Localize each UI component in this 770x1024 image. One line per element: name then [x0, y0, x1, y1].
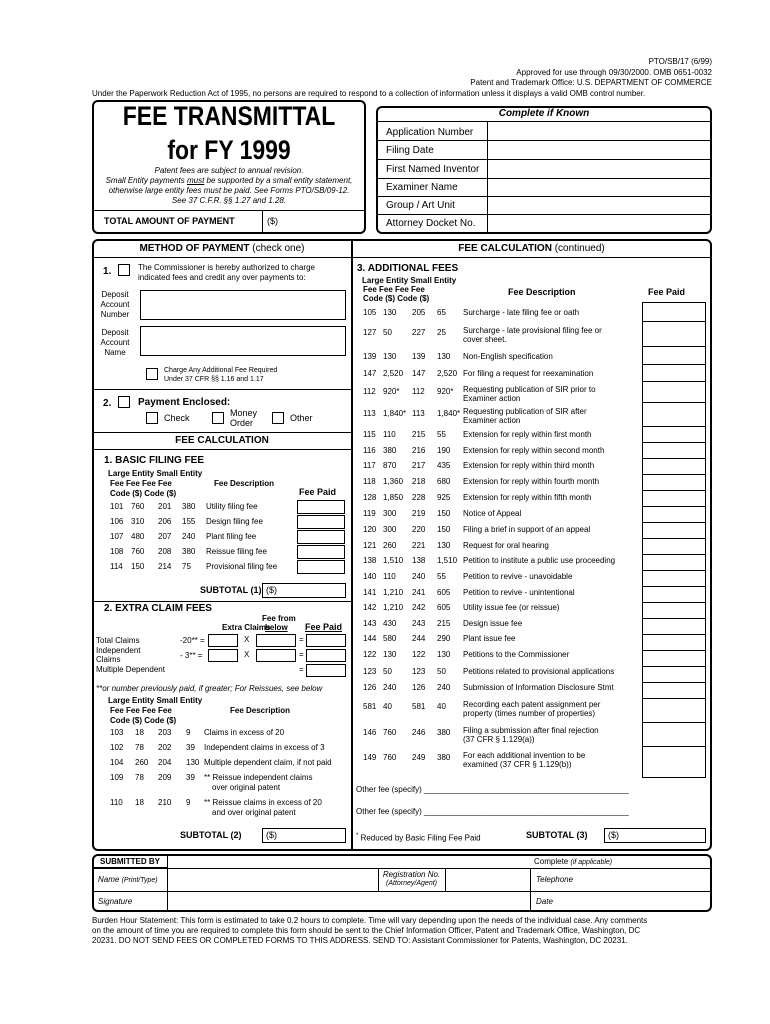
additional-sc: 218	[412, 477, 426, 486]
additional-sc: 147	[412, 369, 426, 378]
basic-sf: 75	[182, 562, 191, 571]
extra-lf: 18	[135, 798, 144, 807]
attorney-docket-input[interactable]	[489, 216, 709, 232]
additional-lc: 127	[363, 328, 377, 337]
basic-sf: 155	[182, 517, 196, 526]
additional-lf: 1,850	[383, 493, 404, 502]
additional-fee-description: Petition to revive - unintentional	[463, 588, 575, 597]
additional-fee-description: Design issue fee	[463, 619, 523, 628]
additional-lf: 110	[383, 430, 396, 439]
basic-fee-paid-input[interactable]	[297, 500, 345, 514]
additional-fee-paid-input[interactable]	[643, 523, 705, 538]
complete-if-known-title: Complete if Known	[498, 108, 590, 119]
additional-sf: 55	[437, 572, 446, 581]
total-amount-label: TOTAL AMOUNT OF PAYMENT	[104, 216, 235, 226]
additional-sf: 150	[437, 509, 451, 518]
name-input[interactable]	[169, 870, 377, 890]
additional-sf: 920*	[437, 387, 454, 396]
title-note-4: See 37 C.F.R. §§ 1.27 and 1.28.	[171, 196, 287, 205]
additional-sf: 2,520	[437, 369, 458, 378]
additional-fee-paid-input[interactable]	[643, 322, 705, 346]
additional-sc: 217	[412, 461, 426, 470]
additional-lf: 430	[383, 619, 397, 628]
additional-sf: 925	[437, 493, 451, 502]
additional-sc: 241	[412, 588, 426, 597]
extra-lf: 78	[135, 743, 144, 752]
additional-lc: 142	[363, 603, 377, 612]
examiner-name-input[interactable]	[489, 180, 709, 195]
extra-fee-description: ** Reissue independent claims	[204, 773, 313, 782]
total-amount-field[interactable]: ($)	[267, 216, 278, 226]
other-fee-2[interactable]: Other fee (specify) ______________________________________________	[356, 807, 629, 816]
additional-lc: 138	[363, 556, 377, 565]
additional-sc: 215	[412, 430, 426, 439]
basic-fee-paid-input[interactable]	[297, 545, 345, 559]
additional-fee-description: Petition to revive - unavoidable	[463, 572, 573, 581]
additional-lc: 120	[363, 525, 377, 534]
additional-lf: 130	[383, 650, 397, 659]
additional-sf: 290	[437, 634, 451, 643]
additional-sc: 228	[412, 493, 426, 502]
additional-lc: 105	[363, 308, 377, 317]
extra-fee-description: Claims in excess of 20	[204, 728, 285, 737]
application-number-input[interactable]	[489, 123, 709, 139]
extra-indep-fee-input[interactable]	[256, 649, 296, 662]
subtotal-1-field[interactable]: ($)	[262, 583, 346, 598]
additional-fee-description-2: Examiner action	[463, 416, 521, 425]
additional-lf: 760	[383, 728, 397, 737]
basic-sc: 201	[158, 502, 172, 511]
extra-claim-fees-title: 2. EXTRA CLAIM FEES	[104, 603, 212, 614]
additional-lc: 128	[363, 493, 377, 502]
extra-lc: 102	[110, 743, 124, 752]
additional-fee-paid-input[interactable]	[643, 475, 705, 490]
date-label: Date	[536, 897, 553, 906]
additional-fee-paid-input[interactable]	[643, 491, 705, 506]
additional-lf: 1,210	[383, 603, 404, 612]
additional-fee-paid-input[interactable]	[643, 382, 705, 402]
basic-lf: 480	[131, 532, 145, 541]
extra-total-fee-input[interactable]	[256, 634, 296, 647]
additional-sc: 112	[412, 387, 425, 396]
extra-fee-description-2: over original patent	[212, 783, 281, 792]
additional-sc: 246	[412, 728, 426, 737]
additional-lc: 123	[363, 667, 377, 676]
basic-fee-paid-input[interactable]	[297, 530, 345, 544]
additional-sf: 130	[437, 352, 451, 361]
basic-lc: 114	[110, 562, 123, 571]
group-art-unit-label: Group / Art Unit	[386, 200, 455, 211]
money-order-checkbox[interactable]	[212, 412, 224, 424]
basic-lf: 310	[131, 517, 145, 526]
additional-fee-description: For each additional invention to be	[463, 751, 586, 760]
additional-lc: 144	[363, 634, 377, 643]
extra-lf: 260	[135, 758, 149, 767]
registration-input[interactable]	[447, 870, 529, 890]
additional-fee-paid-input[interactable]	[643, 635, 705, 650]
extra-total-claims-input[interactable]	[208, 634, 238, 647]
additional-lc: 140	[363, 572, 377, 581]
additional-fee-paid-input[interactable]	[643, 427, 705, 442]
additional-sf: 190	[437, 446, 451, 455]
basic-sc: 214	[158, 562, 172, 571]
filing-date-label: Filing Date	[386, 145, 434, 156]
basic-lf: 150	[131, 562, 145, 571]
additional-sf: 380	[437, 728, 451, 737]
attorney-docket-label: Attorney Docket No.	[386, 218, 476, 229]
additional-lc: 581	[363, 702, 377, 711]
additional-sf: 215	[437, 619, 451, 628]
check-checkbox[interactable]	[146, 412, 158, 424]
additional-sc: 219	[412, 509, 426, 518]
additional-fee-description: Notice of Appeal	[463, 509, 522, 518]
title-note-3: otherwise large entity fees must be paid. See Forms PTO/SB/09-12.	[108, 186, 350, 195]
additional-sc: 243	[412, 619, 426, 628]
additional-lc: 139	[363, 352, 377, 361]
additional-lf: 110	[383, 572, 396, 581]
additional-lc: 116	[363, 446, 376, 455]
submitted-by-title: SUBMITTED BY	[100, 857, 160, 866]
burden-line-1: Burden Hour Statement: This form is estimated to take 0.2 hours to complete. Time will vary depending upon the needs of the individual case. Any comments	[92, 916, 648, 925]
basic-sc: 208	[158, 547, 172, 556]
title-note-2: Small Entity payments must be supported by a small entity statement,	[105, 176, 353, 185]
additional-fee-paid-input[interactable]	[643, 619, 705, 634]
additional-lf: 1,210	[383, 588, 404, 597]
additional-fee-description-2: Examiner action	[463, 394, 521, 403]
additional-lf: 580	[383, 634, 397, 643]
additional-fee-paid-input[interactable]	[643, 403, 705, 426]
additional-fee-description: Utility issue fee (or reissue)	[463, 603, 560, 612]
fee-calculation-continued-title: FEE CALCULATION (continued)	[458, 243, 605, 254]
telephone-label: Telephone	[536, 875, 574, 884]
additional-fee-description: Petitions to the Commissioner	[463, 650, 570, 659]
additional-lc: 141	[363, 588, 377, 597]
additional-lc: 146	[363, 728, 377, 737]
additional-lc: 143	[363, 619, 377, 628]
deposit-account-name-input[interactable]	[140, 326, 346, 356]
additional-lc: 115	[363, 430, 376, 439]
additional-lc: 112	[363, 387, 376, 396]
first-named-inventor-label: First Named Inventor	[386, 164, 480, 175]
additional-lc: 119	[363, 509, 376, 518]
extra-sf: 9	[186, 728, 191, 737]
form-year: for FY 1999	[167, 135, 291, 165]
basic-sf: 380	[182, 547, 196, 556]
basic-fee-description: Plant filing fee	[206, 532, 257, 541]
signature-input[interactable]	[169, 893, 529, 910]
basic-lc: 107	[110, 532, 124, 541]
additional-sf: 380	[437, 753, 451, 762]
extra-indep-claims-input[interactable]	[208, 649, 238, 662]
basic-fee-paid-input[interactable]	[297, 560, 345, 574]
basic-filing-fee-title: 1. BASIC FILING FEE	[104, 455, 205, 466]
extra-sc: 210	[158, 798, 172, 807]
name-label: Name (Print/Type)	[98, 875, 158, 884]
signature-label: Signature	[98, 897, 133, 906]
extra-lf: 18	[135, 728, 144, 737]
additional-sc: 244	[412, 634, 426, 643]
reduced-note: * Reduced by Basic Filing Fee Paid	[356, 833, 481, 843]
additional-fee-description: Submission of Information Disclosure Stmt	[463, 683, 614, 692]
additional-fee-paid-input[interactable]	[643, 699, 705, 722]
additional-sc: 242	[412, 603, 426, 612]
extra-sf: 39	[186, 773, 195, 782]
additional-lf: 130	[383, 308, 397, 317]
additional-fee-description: Non-English specification	[463, 352, 553, 361]
subtotal-2-field[interactable]: ($)	[262, 828, 346, 843]
additional-fee-description: Petition to institute a public use proceeding	[463, 556, 616, 565]
additional-sc: 581	[412, 702, 426, 711]
additional-fee-description: Filing a submission after final rejection	[463, 726, 599, 735]
additional-fee-description: For filing a request for reexamination	[463, 369, 594, 378]
basic-sc: 207	[158, 532, 172, 541]
basic-sc: 206	[158, 517, 172, 526]
additional-sf: 40	[437, 702, 446, 711]
additional-fee-paid-input[interactable]	[643, 587, 705, 602]
other-fee-1[interactable]: Other fee (specify) ______________________________________________	[356, 785, 629, 794]
additional-fee-description: Requesting publication of SIR after	[463, 407, 587, 416]
additional-sf: 1,510	[437, 556, 458, 565]
extra-total-paid-input[interactable]	[306, 634, 346, 647]
additional-lf: 300	[383, 509, 397, 518]
examiner-name-label: Examiner Name	[386, 182, 458, 193]
additional-sc: 221	[412, 541, 426, 550]
additional-lc: 122	[363, 650, 377, 659]
additional-fee-description: Extension for reply within fourth month	[463, 477, 600, 486]
extra-lc: 109	[110, 773, 124, 782]
additional-sc: 126	[412, 683, 426, 692]
extra-lc: 103	[110, 728, 124, 737]
additional-lf: 870	[383, 461, 397, 470]
additional-fee-paid-input[interactable]	[643, 303, 705, 321]
extra-sf: 130	[186, 758, 200, 767]
additional-lf: 50	[383, 328, 392, 337]
extra-sc: 204	[158, 758, 172, 767]
additional-sc: 205	[412, 308, 426, 317]
burden-line-2: on the amount of time you are required to complete this form should be sent to the Chief Information Officer, Patent and Trademark Office, Washington, DC	[92, 926, 641, 935]
basic-fee-description: Utility filing fee	[206, 502, 258, 511]
additional-lc: 121	[363, 541, 377, 550]
additional-fee-paid-input[interactable]	[643, 443, 705, 458]
authorize-charge-checkbox[interactable]	[118, 264, 130, 276]
additional-sf: 25	[437, 328, 446, 337]
additional-lc: 118	[363, 477, 376, 486]
omb-approval: Approved for use through 09/30/2000. OMB 0651-0032	[516, 68, 712, 77]
additional-lf: 1,840*	[383, 409, 407, 418]
additional-fee-paid-input[interactable]	[643, 507, 705, 522]
additional-fee-description: Extension for reply within third month	[463, 461, 595, 470]
additional-sc: 138	[412, 556, 426, 565]
additional-lf: 50	[383, 667, 392, 676]
registration-label: Registration No. (Attorney/Agent)	[382, 870, 441, 887]
additional-lc: 147	[363, 369, 377, 378]
subtotal-2-label: SUBTOTAL (2)	[180, 830, 242, 840]
additional-lc: 149	[363, 753, 377, 762]
extra-lc: 104	[110, 758, 124, 767]
additional-fee-paid-input[interactable]	[643, 683, 705, 698]
office-name: Patent and Trademark Office: U.S. DEPARTMENT OF COMMERCE	[470, 78, 712, 87]
extra-sf: 9	[186, 798, 191, 807]
first-named-inventor-input[interactable]	[489, 161, 709, 177]
basic-lc: 108	[110, 547, 124, 556]
additional-lc: 117	[363, 461, 376, 470]
basic-fee-description: Provisional filing fee	[206, 562, 278, 571]
extra-fee-description: Independent claims in excess of 3	[204, 743, 325, 752]
additional-fee-description: Surcharge - late filing fee or oath	[463, 308, 580, 317]
additional-sf: 50	[437, 667, 446, 676]
additional-sf: 55	[437, 430, 446, 439]
additional-sf: 150	[437, 525, 451, 534]
basic-lf: 760	[131, 502, 145, 511]
additional-fee-description: Extension for reply within second month	[463, 446, 605, 455]
additional-fee-paid-input[interactable]	[643, 365, 705, 381]
basic-fee-description: Design filing fee	[206, 517, 263, 526]
additional-fee-paid-input[interactable]	[643, 667, 705, 682]
additional-sc: 123	[412, 667, 426, 676]
additional-fee-paid-input[interactable]	[643, 347, 705, 364]
extra-fee-description-2: and over original patent	[212, 808, 296, 817]
additional-lf: 1,510	[383, 556, 404, 565]
extra-fee-description: Multiple dependent claim, if not paid	[204, 758, 332, 767]
additional-fees-title: 3. ADDITIONAL FEES	[357, 263, 459, 274]
additional-fee-description: Request for oral hearing	[463, 541, 549, 550]
application-number-label: Application Number	[386, 127, 474, 138]
additional-lf: 240	[383, 683, 397, 692]
additional-sc: 240	[412, 572, 426, 581]
additional-sf: 130	[437, 650, 451, 659]
additional-sc: 122	[412, 650, 426, 659]
additional-fee-paid-input[interactable]	[643, 459, 705, 474]
additional-fee-description: Plant issue fee	[463, 634, 516, 643]
extra-sc: 203	[158, 728, 172, 737]
subtotal-1-label: SUBTOTAL (1)	[200, 585, 262, 595]
additional-lf: 40	[383, 702, 392, 711]
payment-enclosed-checkbox[interactable]	[118, 396, 130, 408]
additional-fee-description-2: cover sheet.	[463, 335, 507, 344]
additional-fee-description-2: examined (37 CFR § 1.129(b))	[463, 760, 572, 769]
additional-sc: 249	[412, 753, 426, 762]
additional-fee-paid-input[interactable]	[643, 651, 705, 666]
additional-fee-paid-input[interactable]	[643, 539, 705, 554]
basic-lc: 101	[110, 502, 124, 511]
additional-fee-paid-input[interactable]	[643, 723, 705, 746]
filing-date-input[interactable]	[489, 142, 709, 158]
paperwork-notice: Under the Paperwork Reduction Act of 1995, no persons are required to respond to a collection of information unless it displays a valid OMB control number.	[92, 89, 646, 98]
other-payment-checkbox[interactable]	[272, 412, 284, 424]
additional-fee-description: Recording each patent assignment per	[463, 700, 601, 709]
basic-sf: 380	[182, 502, 196, 511]
method-of-payment-title: METHOD OF PAYMENT (check one)	[139, 243, 305, 254]
additional-fee-description-2: property (times number of properties)	[463, 709, 596, 718]
additional-lf: 300	[383, 525, 397, 534]
additional-sf: 435	[437, 461, 451, 470]
additional-sf: 605	[437, 588, 451, 597]
additional-lf: 1,360	[383, 477, 404, 486]
extra-fee-description: ** Reissue claims in excess of 20	[204, 798, 322, 807]
additional-fee-description-2: (37 CFR § 1.129(a))	[463, 735, 535, 744]
additional-fee-description: Petitions related to provisional applications	[463, 667, 615, 676]
title-note-1: Patent fees are subject to annual revision.	[154, 166, 304, 175]
additional-fee-description: Extension for reply within first month	[463, 430, 592, 439]
additional-sc: 113	[412, 409, 425, 418]
extra-lf: 78	[135, 773, 144, 782]
additional-fee-description: Surcharge - late provisional filing fee or	[463, 326, 602, 335]
deposit-account-number-input[interactable]	[140, 290, 346, 320]
additional-sf: 605	[437, 603, 451, 612]
additional-sc: 216	[412, 446, 426, 455]
additional-sc: 139	[412, 352, 426, 361]
additional-sf: 65	[437, 308, 446, 317]
additional-fee-description: Filing a brief in support of an appeal	[463, 525, 591, 534]
extra-mult-paid-input[interactable]	[306, 664, 346, 677]
additional-lf: 380	[383, 446, 397, 455]
basic-sf: 240	[182, 532, 196, 541]
additional-fee-paid-input[interactable]	[643, 747, 705, 778]
extra-sc: 202	[158, 743, 172, 752]
additional-fee-description: Extension for reply within fifth month	[463, 493, 592, 502]
basic-lc: 106	[110, 517, 124, 526]
additional-sc: 227	[412, 328, 426, 337]
extra-sf: 39	[186, 743, 195, 752]
extra-footnote: **or number previously paid, if greater; For Reissues, see below	[96, 684, 323, 693]
additional-sf: 1,840*	[437, 409, 461, 418]
extra-sc: 209	[158, 773, 172, 782]
additional-sc: 220	[412, 525, 426, 534]
additional-fee-paid-input[interactable]	[643, 571, 705, 586]
additional-lf: 260	[383, 541, 397, 550]
additional-lf: 760	[383, 753, 397, 762]
additional-fee-paid-input[interactable]	[643, 603, 705, 618]
basic-lf: 760	[131, 547, 145, 556]
additional-fee-description: Requesting publication of SIR prior to	[463, 385, 596, 394]
additional-lc: 113	[363, 409, 376, 418]
additional-lf: 2,520	[383, 369, 404, 378]
charge-additional-checkbox[interactable]	[146, 368, 158, 380]
form-id: PTO/SB/17 (6/99)	[648, 57, 712, 66]
additional-sf: 240	[437, 683, 451, 692]
deposit-account-name-label: Deposit Account Name	[100, 328, 130, 357]
additional-lf: 920*	[383, 387, 400, 396]
additional-fee-paid-input[interactable]	[643, 555, 705, 570]
basic-fee-paid-input[interactable]	[297, 515, 345, 529]
form-title: FEE TRANSMITTAL	[122, 101, 336, 131]
deposit-account-number-label: Deposit Account Number	[100, 290, 130, 319]
subtotal-3-label: SUBTOTAL (3)	[526, 830, 588, 840]
additional-lc: 126	[363, 683, 377, 692]
fee-calculation-title: FEE CALCULATION	[175, 435, 269, 446]
extra-lc: 110	[110, 798, 123, 807]
burden-line-3: 20231. DO NOT SEND FEES OR COMPLETED FORMS TO THIS ADDRESS. SEND TO: Assistant Commissioner for Patents, Washington, DC 20231.	[92, 936, 628, 945]
additional-lf: 130	[383, 352, 397, 361]
additional-sf: 680	[437, 477, 451, 486]
basic-fee-description: Reissue filing fee	[206, 547, 267, 556]
extra-indep-paid-input[interactable]	[306, 649, 346, 662]
group-art-unit-input[interactable]	[489, 198, 709, 213]
additional-sf: 130	[437, 541, 451, 550]
subtotal-3-field[interactable]: ($)	[604, 828, 706, 843]
